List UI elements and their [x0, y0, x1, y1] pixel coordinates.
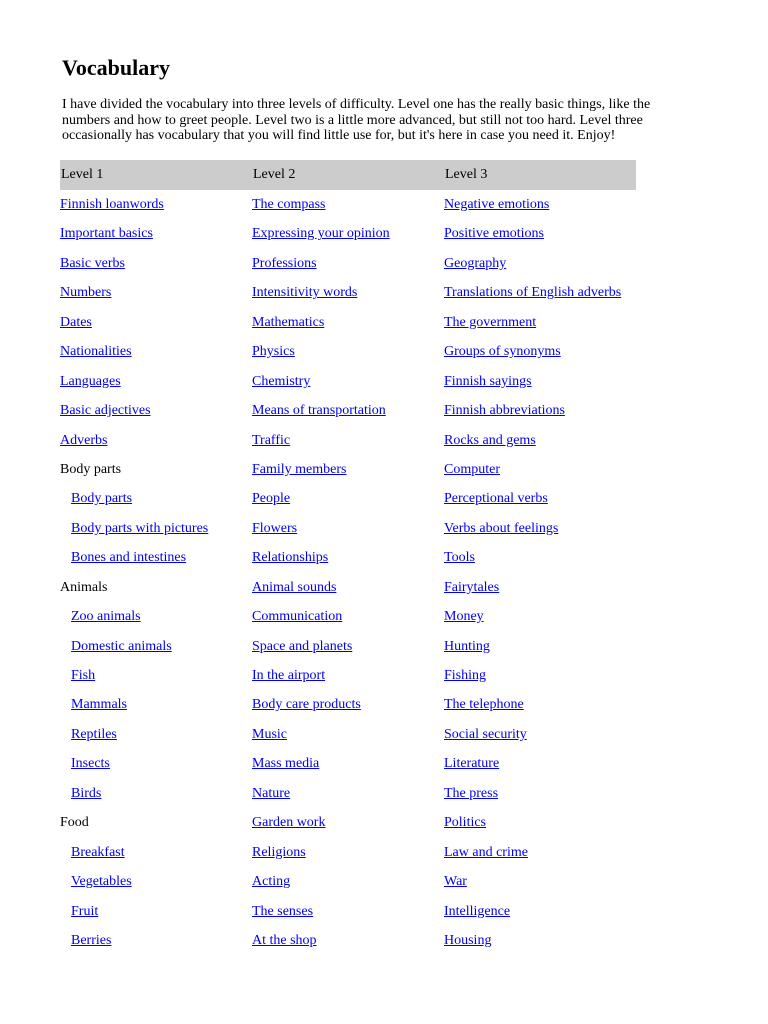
level-1-cell: [60, 690, 252, 719]
link-bones-and-intestines[interactable]: Bones and intestines: [71, 550, 187, 566]
link-finnish-sayings[interactable]: Finnish sayings: [444, 373, 532, 389]
link-family-members[interactable]: Family members: [252, 461, 347, 477]
link-vegetables[interactable]: Vegetables: [71, 874, 132, 890]
level-1-cell: [60, 396, 252, 425]
link-nationalities[interactable]: Nationalities: [60, 344, 132, 360]
link-war[interactable]: War: [444, 874, 467, 890]
link-basic-adjectives[interactable]: Basic adjectives: [60, 403, 151, 419]
link-body-parts-with-pictures[interactable]: Body parts with pictures: [71, 520, 209, 536]
level-3-cell: [444, 249, 636, 278]
level-1-cell: [60, 278, 252, 307]
level-1-cell: [60, 573, 252, 602]
link-politics[interactable]: Politics: [444, 815, 487, 831]
level-2-cell: [252, 897, 444, 926]
link-positive-emotions[interactable]: Positive emotions: [444, 226, 544, 242]
link-berries[interactable]: Berries: [71, 932, 112, 948]
intro-paragraph: I have divided the vocabulary into three levels of difficulty. Level one has the really basic things, like the numbers and how to greet people. Level two is a little more advanced, but still not too hard. Level three occasionally has vocabulary that you will find little use for, but it's here in case you need it. Enjoy!: [62, 97, 651, 143]
level-3-cell: [444, 897, 636, 926]
category-label-body-parts: Body parts: [60, 461, 122, 477]
level-3-cell: [444, 337, 636, 366]
link-adverbs[interactable]: Adverbs: [60, 432, 108, 448]
level-1-cell: [60, 661, 252, 690]
level-2-cell: [252, 602, 444, 631]
link-the-press[interactable]: The press: [444, 785, 499, 801]
link-acting[interactable]: Acting: [252, 874, 291, 890]
link-relationships[interactable]: Relationships: [252, 550, 329, 566]
level-2-cell: [252, 779, 444, 808]
level-2-cell: [252, 455, 444, 484]
level-2-cell: [252, 190, 444, 219]
level-3-cell: [444, 278, 636, 307]
link-intensitivity-words[interactable]: Intensitivity words: [252, 285, 358, 301]
link-important-basics[interactable]: Important basics: [60, 226, 153, 242]
link-intelligence[interactable]: Intelligence: [444, 903, 511, 919]
level-2-column: [252, 190, 444, 955]
link-religions[interactable]: Religions: [252, 844, 306, 860]
page-title: Vocabulary: [62, 55, 170, 80]
link-fishing[interactable]: Fishing: [444, 668, 487, 683]
level-3-cell: [444, 838, 636, 867]
link-chemistry[interactable]: Chemistry: [252, 373, 311, 389]
link-body-parts[interactable]: Body parts: [71, 491, 133, 507]
link-means-of-transportation[interactable]: Means of transportation: [252, 403, 386, 419]
level-3-cell: [444, 455, 636, 484]
level-3-cell: [444, 308, 636, 337]
level-1-column: [60, 190, 252, 955]
link-groups-of-synonyms[interactable]: Groups of synonyms: [444, 344, 561, 360]
link-traffic[interactable]: Traffic: [252, 432, 291, 448]
link-verbs-about-feelings[interactable]: Verbs about feelings: [444, 520, 559, 536]
link-fruit[interactable]: Fruit: [71, 903, 99, 919]
level-1-cell: [60, 749, 252, 778]
level-3-cell: [444, 219, 636, 248]
link-body-care-products[interactable]: Body care products: [252, 697, 361, 713]
level-2-cell: [252, 484, 444, 513]
level-1-cell: [60, 514, 252, 543]
level-2-cell: [252, 690, 444, 719]
category-label-animals: Animals: [60, 579, 108, 595]
link-finnish-abbreviations[interactable]: Finnish abbreviations: [444, 403, 565, 419]
level-1-cell: [60, 249, 252, 278]
link-people[interactable]: People: [252, 491, 291, 507]
link-money[interactable]: Money: [444, 609, 484, 625]
link-zoo-animals[interactable]: Zoo animals: [71, 609, 141, 625]
level-2-cell: [252, 278, 444, 307]
link-housing[interactable]: Housing: [444, 932, 492, 948]
level-3-column: [444, 190, 636, 955]
level-3-cell: [444, 632, 636, 661]
link-insects[interactable]: Insects: [71, 756, 110, 772]
link-fish[interactable]: Fish: [71, 668, 96, 683]
link-basic-verbs[interactable]: Basic verbs: [60, 255, 125, 271]
link-nature[interactable]: Nature: [252, 785, 291, 801]
level-1-cell: [60, 720, 252, 749]
level-2-cell: [252, 426, 444, 455]
link-domestic-animals[interactable]: Domestic animals: [71, 638, 172, 654]
link-the-government[interactable]: The government: [444, 314, 537, 330]
level-3-cell: [444, 573, 636, 602]
level-2-cell: [252, 396, 444, 425]
link-birds[interactable]: Birds: [71, 785, 102, 801]
category-label-food: Food: [60, 815, 89, 831]
level-1-cell: [60, 484, 252, 513]
level-2-cell: [252, 573, 444, 602]
level-2-cell: [252, 219, 444, 248]
level-2-cell: [252, 749, 444, 778]
link-dates[interactable]: Dates: [60, 314, 92, 330]
level-3-cell: [444, 396, 636, 425]
link-garden-work[interactable]: Garden work: [252, 815, 326, 831]
link-fairytales[interactable]: Fairytales: [444, 579, 500, 595]
level-3-cell: [444, 867, 636, 896]
level-2-cell: [252, 249, 444, 278]
level-3-cell: [444, 720, 636, 749]
level-1-cell: [60, 219, 252, 248]
level-2-cell: [252, 926, 444, 955]
level-1-cell: [60, 455, 252, 484]
link-languages[interactable]: Languages: [60, 373, 121, 389]
link-at-the-shop[interactable]: At the shop: [252, 932, 317, 948]
link-finnish-loanwords[interactable]: Finnish loanwords: [60, 197, 164, 212]
link-animal-sounds[interactable]: Animal sounds: [252, 579, 337, 595]
link-music[interactable]: Music: [252, 726, 287, 742]
link-rocks-and-gems[interactable]: Rocks and gems: [444, 432, 536, 448]
level-1-cell: [60, 867, 252, 896]
level-2-cell: [252, 367, 444, 396]
level-3-cell: [444, 367, 636, 396]
link-reptiles[interactable]: Reptiles: [71, 726, 117, 742]
link-breakfast[interactable]: Breakfast: [71, 844, 125, 860]
level-2-cell: [252, 838, 444, 867]
link-in-the-airport[interactable]: In the airport: [252, 668, 326, 683]
link-expressing-your-opinion[interactable]: Expressing your opinion: [252, 226, 390, 242]
level-1-cell: [60, 897, 252, 926]
level-3-cell: [444, 190, 636, 219]
level-3-cell: [444, 484, 636, 513]
level-2-cell: [252, 661, 444, 690]
level-1-cell: [60, 926, 252, 955]
link-law-and-crime[interactable]: Law and crime: [444, 844, 528, 860]
level-1-cell: [60, 426, 252, 455]
header-level-2: Level 2: [253, 167, 296, 182]
level-1-cell: [60, 367, 252, 396]
link-negative-emotions[interactable]: Negative emotions: [444, 197, 550, 212]
link-literature[interactable]: Literature: [444, 756, 500, 772]
level-1-cell: [60, 308, 252, 337]
link-perceptional-verbs[interactable]: Perceptional verbs: [444, 491, 548, 507]
link-mass-media[interactable]: Mass media: [252, 756, 320, 772]
level-1-cell: [60, 602, 252, 631]
level-1-cell: [60, 808, 252, 837]
vocabulary-table: [60, 160, 636, 955]
link-geography[interactable]: Geography: [444, 255, 507, 271]
level-3-cell: [444, 661, 636, 690]
level-3-cell: [444, 779, 636, 808]
link-communication[interactable]: Communication: [252, 609, 343, 625]
level-3-cell: [444, 602, 636, 631]
level-3-cell: [444, 749, 636, 778]
level-1-cell: [60, 632, 252, 661]
link-tools[interactable]: Tools: [444, 550, 475, 566]
level-1-cell: [60, 779, 252, 808]
link-hunting[interactable]: Hunting: [444, 638, 490, 654]
level-2-cell: [252, 632, 444, 661]
level-2-cell: [252, 720, 444, 749]
level-3-cell: [444, 690, 636, 719]
level-1-cell: [60, 337, 252, 366]
link-mathematics[interactable]: Mathematics: [252, 314, 325, 330]
level-2-cell: [252, 808, 444, 837]
level-1-cell: [60, 543, 252, 572]
link-social-security[interactable]: Social security: [444, 726, 527, 742]
link-space-and-planets[interactable]: Space and planets: [252, 638, 353, 654]
level-2-cell: [252, 514, 444, 543]
header-level-3: Level 3: [445, 167, 488, 182]
link-mammals[interactable]: Mammals: [71, 697, 127, 713]
level-3-cell: [444, 808, 636, 837]
level-2-cell: [252, 337, 444, 366]
table-header-row: [60, 160, 636, 190]
link-the-compass[interactable]: The compass: [252, 197, 326, 212]
level-1-cell: [60, 190, 252, 219]
level-1-cell: [60, 838, 252, 867]
link-flowers[interactable]: Flowers: [252, 520, 298, 536]
level-2-cell: [252, 543, 444, 572]
level-2-cell: [252, 308, 444, 337]
link-the-telephone[interactable]: The telephone: [444, 697, 524, 713]
link-numbers[interactable]: Numbers: [60, 285, 112, 301]
link-computer[interactable]: Computer: [444, 461, 500, 477]
level-3-cell: [444, 543, 636, 572]
link-professions[interactable]: Professions: [252, 255, 317, 271]
link-the-senses[interactable]: The senses: [252, 903, 314, 919]
level-3-cell: [444, 514, 636, 543]
link-physics[interactable]: Physics: [252, 344, 295, 360]
level-2-cell: [252, 867, 444, 896]
header-level-1: Level 1: [61, 167, 104, 182]
link-translations-of-english-adverbs[interactable]: Translations of English adverbs: [444, 285, 622, 301]
level-3-cell: [444, 926, 636, 955]
level-3-cell: [444, 426, 636, 455]
